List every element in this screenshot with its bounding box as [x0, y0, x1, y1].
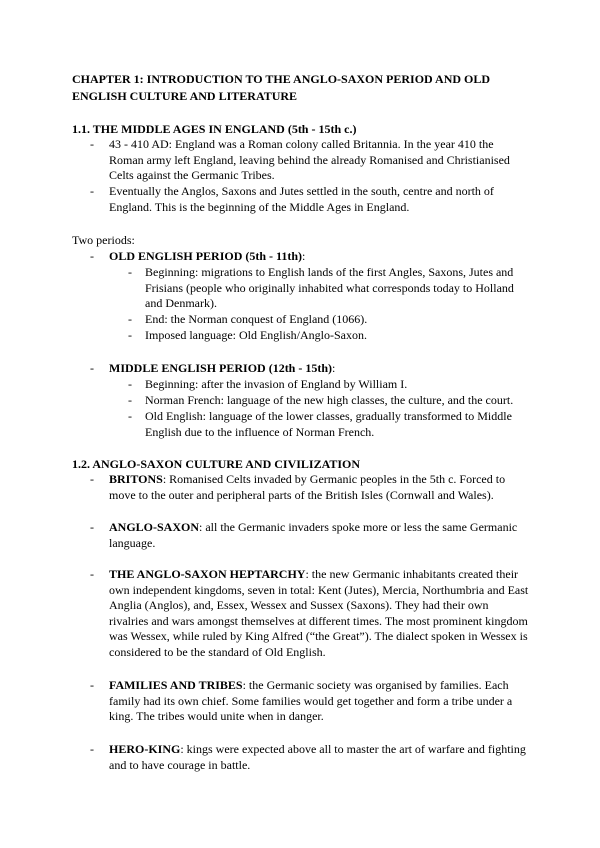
bullet-dash: -: [90, 678, 94, 692]
section-heading-middle-ages: 1.1. THE MIDDLE AGES IN ENGLAND (5th - 15th c.): [72, 122, 357, 136]
definition: : the Germanic society was organised by families. Each family had its own chief. Some families would get together and form a tribe under a king. The tribes would unite when in danger.: [109, 678, 513, 723]
period-title: OLD ENGLISH PERIOD (5th - 11th): [109, 249, 303, 263]
bullet-dash: -: [90, 742, 94, 756]
bullet-dash: -: [128, 328, 132, 342]
sub-list-item: [128, 409, 528, 440]
bullet-dash: -: [90, 472, 94, 486]
bullet-dash: -: [90, 249, 94, 263]
sub-list-item-text: Old English: language of the lower classes, gradually transformed to Middle English due to the influence of Norman French.: [145, 409, 512, 439]
bullet-dash: -: [128, 377, 132, 391]
bullet-dash: -: [90, 520, 94, 534]
sub-list-item-text: Norman French: language of the new high classes, the culture, and the court.: [145, 393, 514, 407]
sub-list-item: [128, 328, 528, 344]
term: FAMILIES AND TRIBES: [109, 678, 243, 692]
bullet-dash: -: [90, 184, 94, 198]
term: BRITONS: [109, 472, 163, 486]
term: HERO-KING: [109, 742, 181, 756]
term: THE ANGLO-SAXON HEPTARCHY: [109, 567, 306, 581]
bullet-dash: -: [128, 312, 132, 326]
bullet-dash: -: [90, 361, 94, 375]
list-item: [90, 137, 530, 184]
bullet-dash: -: [128, 265, 132, 279]
definition: : the new Germanic inhabitants created their own independent kingdoms, seven in total: Kent (Jutes), Mercia, Northumbria and East Anglia (Anglos), and, Essex, Wessex and Sussex (Saxons). They had their own rivalries and wars amongst themselves at different times. The most prominent kingdom was Wessex, while ruled by King Alfred (“the Great”). The dialect spoken in Wessex is considered to be the standard of Old English.: [109, 567, 529, 659]
sub-list-item: [128, 312, 528, 328]
list-item: [90, 184, 530, 215]
periods-label: Two periods:: [72, 233, 135, 247]
bullet-dash: -: [128, 393, 132, 407]
definition: : all the Germanic invaders spoke more or less the same Germanic language.: [109, 520, 518, 550]
period-heading-middle-english: [90, 361, 530, 377]
definition: : Romanised Celts invaded by Germanic peoples in the 5th c. Forced to move to the outer and peripheral parts of the British Isles (Cornwall and Wales).: [109, 472, 506, 502]
bullet-dash: -: [90, 567, 94, 581]
list-item: [90, 472, 530, 503]
list-item: [90, 678, 530, 725]
list-item-text: Eventually the Anglos, Saxons and Jutes settled in the south, centre and north of England. This is the beginning of the Middle Ages in England.: [109, 184, 494, 214]
section-heading-anglo-saxon-culture: 1.2. ANGLO-SAXON CULTURE AND CIVILIZATION: [72, 457, 361, 471]
definition: : kings were expected above all to master the art of warfare and fighting and to have courage in battle.: [109, 742, 526, 772]
period-colon: :: [332, 361, 336, 375]
sub-list-item: [128, 265, 528, 312]
chapter-title: CHAPTER 1: INTRODUCTION TO THE ANGLO-SAXON PERIOD AND OLD ENGLISH CULTURE AND LITERATURE: [72, 72, 491, 103]
sub-list-item-text: Beginning: migrations to English lands of the first Angles, Saxons, Jutes and Frisians (people who originally inhabited what corresponds today to Holland and Denmark).: [145, 265, 514, 310]
bullet-dash: -: [128, 409, 132, 423]
list-item: [90, 742, 530, 773]
term: ANGLO-SAXON: [109, 520, 200, 534]
sub-list-item-text: End: the Norman conquest of England (1066).: [145, 312, 368, 326]
list-item-text: 43 - 410 AD: England was a Roman colony called Britannia. In the year 410 the Roman army left England, leaving behind the already Romanised and Christianised Celts against the Germanic Tribes.: [109, 137, 510, 182]
period-heading-old-english: [90, 249, 530, 265]
sub-list-item-text: Imposed language: Old English/Anglo-Saxon.: [145, 328, 367, 342]
period-colon: :: [302, 249, 306, 263]
list-item: [90, 567, 530, 660]
sub-list-item: [128, 377, 528, 393]
bullet-dash: -: [90, 137, 94, 151]
list-item: [90, 520, 530, 551]
sub-list-item-text: Beginning: after the invasion of England by William I.: [145, 377, 408, 391]
period-title: MIDDLE ENGLISH PERIOD (12th - 15th): [109, 361, 333, 375]
sub-list-item: [128, 393, 528, 409]
